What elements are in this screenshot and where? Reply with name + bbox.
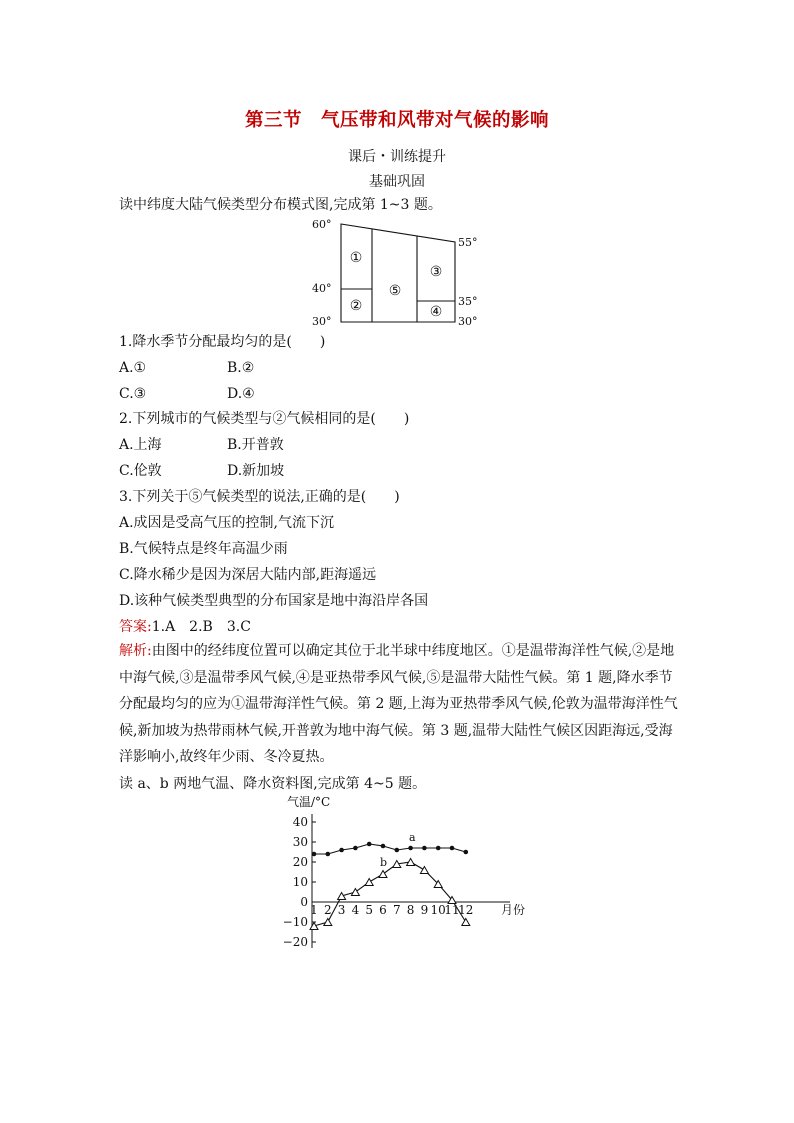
x-axis-label: 月份 [501,903,526,917]
page-title: 第三节 气压带和风带对气候的影响 [244,110,549,131]
lat-label-30-left: 30° [312,315,332,328]
data-point-a [326,852,331,857]
x-tick-label: 2 [323,903,332,917]
data-point-a [408,846,413,851]
answer-line [119,618,251,636]
data-point-a [381,844,386,849]
x-tick-label: 1 [310,903,318,917]
lat-label-35: 35° [458,295,478,308]
zone-2-label: ② [349,298,363,314]
data-point-a [395,848,400,853]
q1-option-a: A.① [119,360,147,376]
x-tick-label: 11 [444,903,460,917]
data-point-a [312,852,317,857]
data-point-b [365,879,373,886]
lat-label-40: 40° [312,282,332,295]
q1-option-d: D.④ [227,386,255,402]
x-tick-label: 8 [406,903,415,917]
question-3: 3.下列关于⑤气候类型的说法,正确的是( ) [119,489,400,505]
series-label-b: b [380,856,388,869]
analysis-paragraph [119,638,679,771]
y-tick-label: −20 [282,935,308,949]
x-tick-label: 7 [392,903,401,917]
section-heading: 基础巩固 [369,174,425,190]
data-point-b [462,919,470,926]
y-tick-label: −10 [282,915,308,929]
analysis-label: 解析: [119,643,152,659]
climate-zone-diagram [310,212,490,330]
zone-5-label: ⑤ [388,283,402,299]
data-point-a [353,846,358,851]
intro-1: 读中纬度大陆气候类型分布模式图,完成第 1~3 题。 [119,197,442,213]
data-point-b [338,893,346,900]
x-tick-label: 6 [379,903,387,917]
answer-label: 答案: [119,619,152,635]
data-point-a [450,846,455,851]
x-tick-label: 9 [420,903,429,917]
y-tick-label: 30 [292,835,308,849]
y-tick-label: 20 [292,855,308,869]
question-2: 2.下列城市的气候类型与②气候相同的是( ) [119,411,410,427]
data-point-a [339,848,344,853]
q3-option-d: D.该种气候类型典型的分布国家是地中海沿岸各国 [119,593,429,609]
zone-3-label: ③ [429,264,443,280]
series-line-a [314,844,466,854]
intro-2: 读 a、b 两地气温、降水资料图,完成第 4~5 题。 [119,776,427,792]
data-point-a [464,850,469,855]
x-tick-label: 10 [430,903,446,917]
q3-option-b: B.气候特点是终年高温少雨 [119,541,288,557]
data-point-b [420,867,428,874]
y-axis-label: 气温/°C [287,795,331,809]
q1-option-c: C.③ [119,386,147,402]
q3-option-c: C.降水稀少是因为深居大陆内部,距海遥远 [119,567,377,583]
analysis-text: 由图中的经纬度位置可以确定其位于北半球中纬度地区。①是温带海洋性气候,②是地中海气候,③是温带季风气候,④是亚热带季风气候,⑤是温带大陆性气候。第 1 题,降水季节分配最均匀的应为①温带海洋性气候。第 2 题,上海为亚热带季风气候,伦敦为温带海洋性气候,新加坡为热带雨林气候,开普敦为地中海气候。第 3 题,温带大陆性气候区因距海远,受海洋影响小,故终年少雨、冬冷夏热。 [119,643,678,765]
lat-label-30-right: 30° [458,315,478,328]
q2-option-d: D.新加坡 [227,463,285,479]
temperature-chart [270,792,530,958]
answer-text: 1.A 2.B 3.C [151,619,251,635]
data-point-a [436,846,441,851]
x-tick-label: 4 [351,903,360,917]
question-1: 1.降水季节分配最均匀的是( ) [119,334,326,350]
zone-4-label: ④ [429,304,443,320]
q2-option-c: C.伦敦 [119,463,162,479]
data-point-b [310,923,318,930]
lat-label-55: 55° [458,236,478,249]
x-tick-label: 5 [365,903,374,917]
series-label-a: a [409,831,416,844]
data-point-b [324,919,332,926]
q2-option-a: A.上海 [119,437,162,453]
q2-option-b: B.开普敦 [227,437,284,453]
lat-label-60: 60° [312,218,332,231]
q1-option-b: B.② [227,360,255,376]
data-point-a [422,846,427,851]
y-tick-label: 40 [292,815,308,829]
data-point-a [367,842,372,847]
y-tick-label: 0 [300,895,308,909]
x-tick-label: 12 [458,903,474,917]
y-tick-label: 10 [292,875,308,889]
zone-1-label: ① [349,250,363,266]
x-tick-label: 3 [337,903,346,917]
q3-option-a: A.成因是受高气压的控制,气流下沉 [119,515,335,531]
subtitle: 课后・训练提升 [348,149,446,165]
